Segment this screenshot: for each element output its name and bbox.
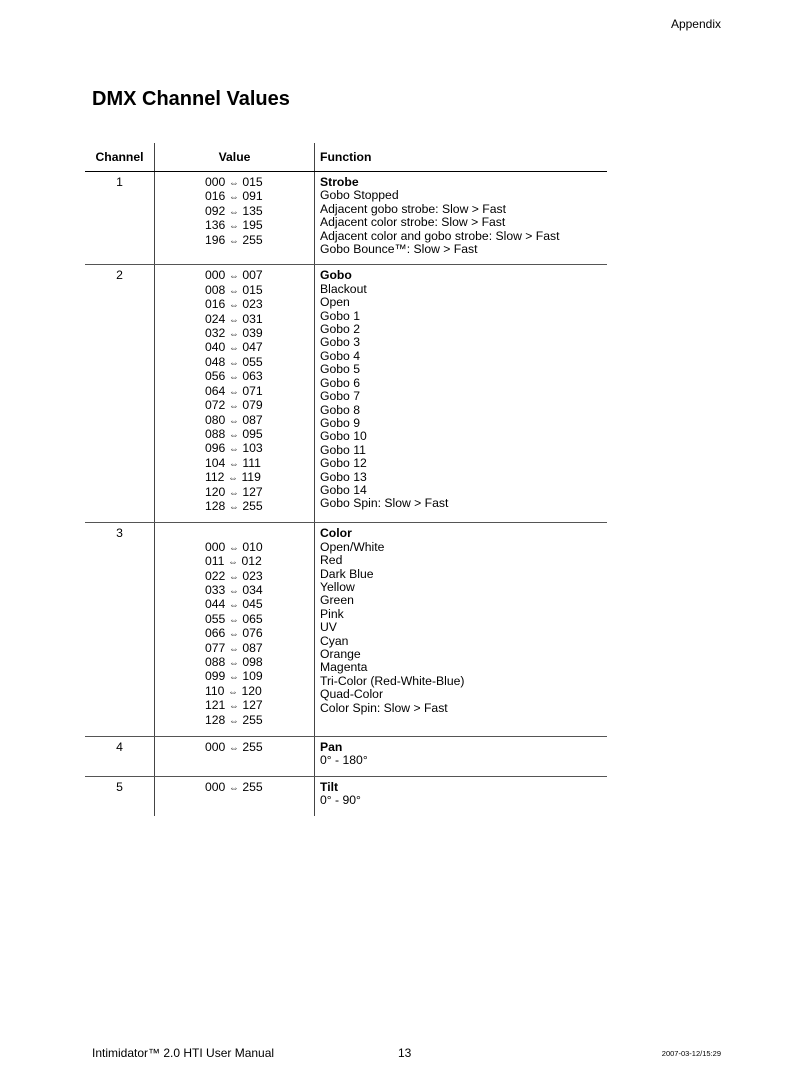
value-to: 010: [242, 539, 263, 554]
value-range: [155, 699, 314, 713]
function-item: Gobo 3: [320, 335, 360, 350]
value-to: 120: [241, 683, 262, 698]
value-range: [155, 176, 314, 190]
range-arrow-icon: ⇔: [228, 206, 239, 218]
range-arrow-icon: ⇔: [228, 235, 239, 247]
function-item: Gobo Spin: Slow > Fast: [320, 496, 449, 511]
value-from: 016: [205, 189, 226, 204]
value-range: [155, 190, 314, 204]
column-header-function: Function: [320, 150, 372, 164]
value-to: 076: [242, 626, 263, 641]
value-to: 023: [242, 297, 263, 312]
value-to: 087: [242, 412, 263, 427]
value-from: 016: [205, 297, 226, 312]
range-arrow-icon: ⇔: [228, 314, 239, 326]
function-item: Gobo 5: [320, 362, 360, 377]
footer-date: 2007-03-12/15:29: [661, 1049, 721, 1058]
value-from: 000: [205, 740, 226, 755]
value-range: [155, 219, 314, 233]
value-range: [155, 428, 314, 442]
range-arrow-icon: ⇔: [228, 614, 239, 626]
function-item: Cyan: [320, 633, 349, 648]
value-to: 065: [242, 611, 263, 626]
function-item: Gobo 14: [320, 482, 367, 497]
value-from: 000: [205, 779, 226, 794]
value-from: 112: [205, 470, 225, 485]
value-to: 135: [242, 203, 263, 218]
value-range: [155, 298, 314, 312]
value-from: 128: [205, 498, 226, 513]
function-item: Gobo 1: [320, 308, 360, 323]
value-to: 055: [242, 354, 263, 369]
function-list: [315, 265, 607, 522]
value-to: 007: [242, 268, 263, 283]
value-to: 012: [241, 554, 262, 569]
value-range: [155, 284, 314, 298]
function-item: Gobo 10: [320, 429, 367, 444]
value-range: [155, 442, 314, 456]
value-from: 080: [205, 412, 226, 427]
value-range: [155, 327, 314, 341]
function-item: Gobo 9: [320, 415, 360, 430]
value-from: 055: [205, 611, 226, 626]
value-from: 196: [205, 232, 226, 247]
value-ranges: [155, 777, 315, 816]
range-arrow-icon: ⇔: [228, 643, 239, 655]
value-from: 000: [205, 539, 226, 554]
function-item: Blackout: [320, 281, 367, 296]
function-item: Red: [320, 553, 343, 568]
dmx-table: [85, 143, 607, 816]
value-from: 044: [205, 597, 226, 612]
table-row: [85, 172, 607, 265]
function-item: Gobo 2: [320, 322, 360, 337]
range-arrow-icon: ⇔: [228, 629, 239, 641]
range-arrow-icon: ⇔: [228, 571, 239, 583]
channel-number: 4: [85, 737, 155, 776]
range-arrow-icon: ⇔: [228, 715, 239, 727]
function-item: 0° - 180°: [320, 753, 368, 768]
value-from: 096: [205, 441, 226, 456]
value-range: [155, 685, 314, 699]
value-from: 022: [205, 568, 226, 583]
function-item: Gobo 4: [320, 348, 360, 363]
value-from: 032: [205, 326, 226, 341]
table-row: [85, 737, 607, 777]
value-from: 088: [205, 654, 226, 669]
range-arrow-icon: ⇔: [228, 271, 239, 283]
function-item: Open/White: [320, 539, 385, 554]
value-range: [155, 555, 314, 569]
value-range: [155, 370, 314, 384]
value-ranges: [155, 172, 315, 264]
channel-number: 2: [85, 265, 155, 522]
value-range: [155, 741, 314, 755]
value-from: 136: [205, 218, 226, 233]
value-from: 040: [205, 340, 226, 355]
function-item: Gobo Stopped: [320, 188, 399, 203]
value-range: [155, 471, 314, 485]
value-ranges: [155, 737, 315, 776]
function-item: Gobo 13: [320, 469, 367, 484]
channel-number: 1: [85, 172, 155, 264]
function-item: Gobo 11: [320, 442, 366, 457]
function-item: 0° - 90°: [320, 793, 361, 808]
value-from: 056: [205, 369, 226, 384]
value-from: 024: [205, 311, 226, 326]
value-to: 098: [242, 654, 263, 669]
value-from: 008: [205, 282, 226, 297]
value-from: 000: [205, 175, 226, 189]
value-from: 104: [205, 455, 226, 470]
function-item: Quad-Color: [320, 687, 383, 702]
value-from: 077: [205, 640, 226, 655]
function-item: Color Spin: Slow > Fast: [320, 700, 448, 715]
range-arrow-icon: ⇔: [228, 415, 239, 427]
range-arrow-icon: ⇔: [228, 542, 239, 554]
range-arrow-icon: ⇔: [228, 372, 239, 384]
value-range: [155, 341, 314, 355]
value-from: 072: [205, 398, 226, 413]
value-from: 066: [205, 626, 226, 641]
value-range: [155, 584, 314, 598]
value-to: 071: [242, 383, 263, 398]
range-arrow-icon: ⇔: [228, 444, 239, 456]
function-list: [315, 172, 607, 264]
function-heading: Pan: [320, 740, 343, 755]
running-header: Appendix: [670, 17, 721, 31]
function-item: Open: [320, 295, 350, 310]
table-header: [85, 143, 607, 172]
value-spacer: [155, 527, 314, 540]
channel-number: 3: [85, 523, 155, 736]
value-from: 110: [205, 683, 225, 698]
range-arrow-icon: ⇔: [228, 782, 239, 794]
value-to: 031: [242, 311, 263, 326]
value-range: [155, 781, 314, 795]
range-arrow-icon: ⇔: [228, 501, 239, 513]
value-ranges: [155, 523, 315, 736]
value-from: 128: [205, 712, 226, 727]
value-from: 121: [205, 698, 226, 713]
value-range: [155, 656, 314, 670]
function-item: Adjacent gobo strobe: Slow > Fast: [320, 201, 506, 216]
range-arrow-icon: ⇔: [228, 329, 239, 341]
range-arrow-icon: ⇔: [228, 743, 239, 755]
value-from: 099: [205, 669, 226, 684]
value-to: 095: [242, 426, 263, 441]
value-range: [155, 205, 314, 219]
table-body: [85, 172, 607, 816]
function-list: [315, 523, 607, 736]
range-arrow-icon: ⇔: [228, 429, 239, 441]
value-from: 011: [205, 554, 225, 569]
value-from: 000: [205, 268, 226, 283]
range-arrow-icon: ⇔: [228, 487, 239, 499]
function-item: Orange: [320, 647, 361, 661]
range-arrow-icon: ⇔: [227, 473, 238, 485]
value-to: 015: [242, 175, 263, 189]
value-range: [155, 642, 314, 656]
channel-number: 5: [85, 777, 155, 816]
function-item: Gobo Bounce™: Slow > Fast: [320, 242, 478, 257]
value-range: [155, 541, 314, 555]
value-range: [155, 598, 314, 612]
value-to: 034: [242, 582, 263, 597]
function-heading: Color: [320, 526, 352, 541]
value-range: [155, 457, 314, 471]
value-to: 023: [242, 568, 263, 583]
value-to: 111: [242, 455, 261, 470]
value-to: 015: [242, 282, 263, 297]
function-item: Yellow: [320, 579, 355, 594]
value-range: [155, 570, 314, 584]
page-title: DMX Channel Values: [92, 88, 290, 110]
range-arrow-icon: ⇔: [228, 221, 239, 233]
value-to: 195: [242, 218, 263, 233]
value-to: 047: [242, 340, 263, 355]
function-list: [315, 777, 607, 816]
range-arrow-icon: ⇔: [228, 300, 239, 312]
footer-page-number: 13: [398, 1046, 412, 1060]
function-item: UV: [320, 620, 337, 635]
value-from: 064: [205, 383, 226, 398]
range-arrow-icon: ⇔: [227, 686, 238, 698]
value-range: [155, 627, 314, 641]
function-item: Adjacent color strobe: Slow > Fast: [320, 215, 506, 230]
value-from: 092: [205, 203, 226, 218]
range-arrow-icon: ⇔: [228, 600, 239, 612]
value-to: 063: [242, 369, 263, 384]
function-item: Gobo 6: [320, 375, 360, 390]
value-to: 255: [242, 232, 263, 247]
value-range: [155, 356, 314, 370]
value-to: 255: [242, 498, 263, 513]
value-range: [155, 486, 314, 500]
value-range: [155, 385, 314, 399]
value-range: [155, 670, 314, 684]
range-arrow-icon: ⇔: [228, 401, 239, 413]
value-to: 255: [242, 712, 263, 727]
value-from: 120: [205, 484, 226, 499]
value-to: 119: [241, 470, 261, 485]
range-arrow-icon: ⇔: [228, 178, 239, 189]
column-header-value: Value: [155, 143, 315, 171]
function-list: [315, 737, 607, 776]
function-item: Gobo 8: [320, 402, 360, 417]
table-row: [85, 777, 607, 816]
value-to: 255: [242, 740, 263, 755]
value-to: 255: [242, 779, 263, 794]
value-range: [155, 613, 314, 627]
value-ranges: [155, 265, 315, 522]
function-item: Gobo 12: [320, 456, 367, 471]
function-item: Adjacent color and gobo strobe: Slow > Fast: [320, 228, 560, 243]
range-arrow-icon: ⇔: [228, 285, 239, 297]
value-to: 045: [242, 597, 263, 612]
range-arrow-icon: ⇔: [228, 672, 239, 684]
value-from: 033: [205, 582, 226, 597]
function-item: Pink: [320, 606, 344, 621]
function-heading: Strobe: [320, 175, 359, 189]
value-to: 091: [242, 189, 263, 204]
value-range: [155, 269, 314, 283]
range-arrow-icon: ⇔: [228, 458, 239, 470]
footer-manual-title: Intimidator™ 2.0 HTI User Manual: [92, 1046, 275, 1060]
value-range: [155, 313, 314, 327]
value-range: [155, 414, 314, 428]
value-range: [155, 399, 314, 413]
range-arrow-icon: ⇔: [228, 357, 239, 369]
table-row: [85, 265, 607, 523]
function-item: Gobo 7: [320, 389, 360, 404]
value-to: 109: [242, 669, 263, 684]
value-range: [155, 234, 314, 248]
range-arrow-icon: ⇔: [227, 557, 238, 569]
range-arrow-icon: ⇔: [228, 343, 239, 355]
function-item: Tri-Color (Red-White-Blue): [320, 673, 465, 688]
value-to: 087: [242, 640, 263, 655]
function-item: Green: [320, 593, 354, 608]
value-from: 048: [205, 354, 226, 369]
value-to: 127: [242, 484, 263, 499]
column-header-channel: Channel: [85, 143, 155, 171]
function-item: Dark Blue: [320, 566, 374, 581]
function-heading: Tilt: [320, 779, 339, 794]
value-to: 103: [242, 441, 263, 456]
table-row: [85, 523, 607, 737]
value-range: [155, 500, 314, 514]
function-item: Magenta: [320, 660, 368, 675]
range-arrow-icon: ⇔: [228, 386, 239, 398]
function-heading: Gobo: [320, 268, 352, 283]
range-arrow-icon: ⇔: [228, 701, 239, 713]
value-range: [155, 714, 314, 728]
value-from: 088: [205, 426, 226, 441]
range-arrow-icon: ⇔: [228, 585, 239, 597]
value-to: 079: [242, 398, 263, 413]
value-to: 127: [242, 698, 263, 713]
range-arrow-icon: ⇔: [228, 657, 239, 669]
range-arrow-icon: ⇔: [228, 192, 239, 204]
value-to: 039: [242, 326, 263, 341]
